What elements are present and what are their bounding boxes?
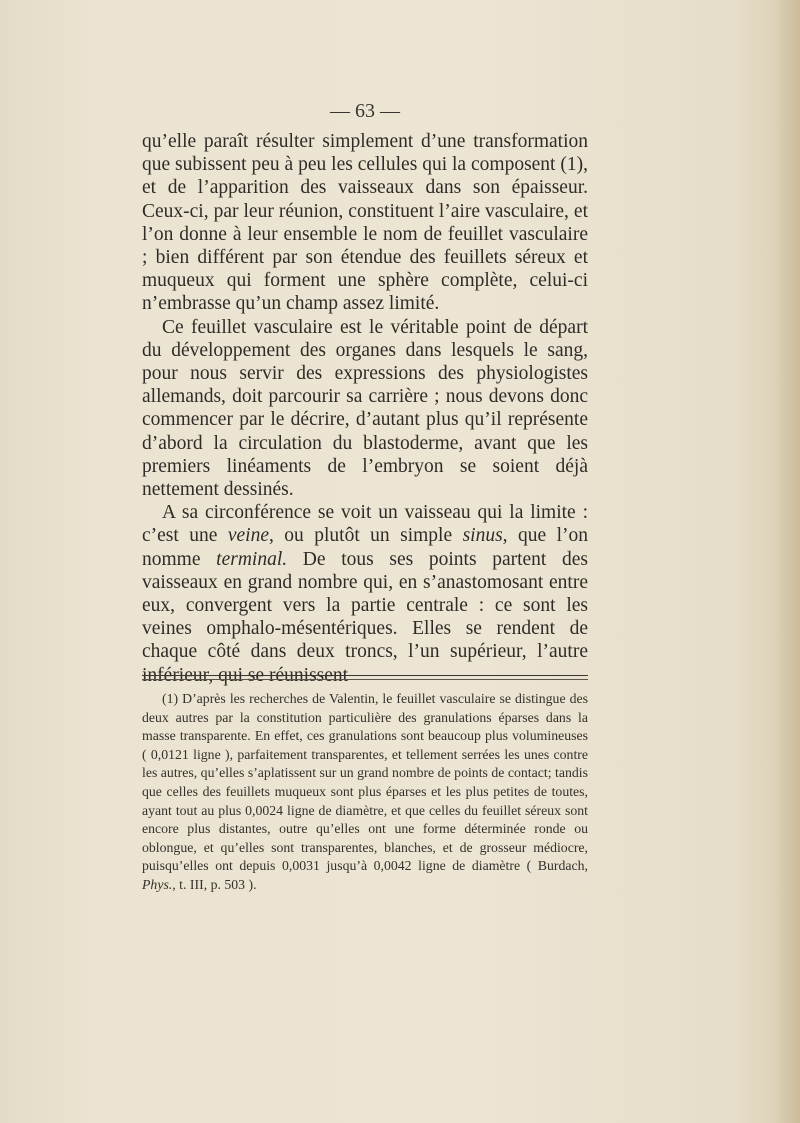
paragraph-2-text: Ce feuillet vasculaire est le véritable point de départ du développement des organes dans lesquels le sang, pour nous servir des expressions des physiologistes allemands, doit parcourir sa carrière ; nous devons donc commencer par le décrire, d’autant plus qu’il représente d’abord la circulation du blastoderme, avant que les premiers linéaments de l’embryon se soient déjà nettement dessinés. — [142, 316, 588, 501]
footnote-separator-rule — [142, 675, 588, 676]
footnote-separator-rule-thin — [142, 679, 588, 680]
footnote-text-end: , t. III, p. 503 ). — [172, 876, 257, 892]
paragraph-3-text: A sa circonférence se voit un vaisseau qui la limite : c’est une — [142, 502, 588, 547]
italic-term-sinus: sinus — [462, 525, 503, 547]
paragraph-3-text: De tous ses points partent des vaisseaux en grand nombre qui, en s’anastomosant entre eux, convergent vers la partie centrale : ce sont les veines omphalo-mésentériques. Elles se rendent de chaque côté dans deux troncs, l’un supérieur, l’autre inférieur, qui se réunissent — [142, 548, 588, 686]
body-text — [142, 130, 588, 687]
paragraph-1-text: qu’elle paraît résulter simplement d’une transformation que subissent peu à peu les cellules qui la composent (1), et de l’apparition des vaisseaux dans son épaisseur. Ceux-ci, par leur réunion, constituent l’aire vasculaire, et l’on donne à leur ensemble le nom de feuillet vasculaire ; bien différent par son étendue des feuillets séreux et muqueux qui forment une sphère complète, celui-ci n’embrasse qu’un champ assez limité. — [142, 131, 588, 315]
italic-term-terminal: terminal. — [216, 548, 288, 570]
page-edge-stain — [774, 0, 800, 1123]
page-number: — 63 — — [330, 100, 400, 122]
paragraph-1 — [142, 130, 588, 316]
paragraph-3 — [142, 501, 588, 687]
paragraph-2 — [142, 316, 588, 502]
italic-term-veine: veine — [227, 525, 269, 547]
footnote — [142, 690, 588, 895]
paragraph-3-text: , que l’on nomme — [142, 525, 588, 570]
footnote-text: (1) D’après les recherches de Valentin, le feuillet vasculaire se distingue des deux autres par la constitution particulière des granulations éparses dans la masse transparente. En effet, ces granulations sont beaucoup plus volumineuses ( 0,0121 ligne ), parfaitement transparentes, et tellement serrées les unes contre les autres, qu’elles s’aplatissent sur un grand nombre de points de contact; tandis que celles des feuillets muqueux sont plus éparses et les plus petites de toutes, ayant tout au plus 0,0024 ligne de diamètre, et que celles du feuillet séreux sont encore plus distantes, outre qu’elles ont une forme déterminée ronde ou oblongue, et qu’elles sont transparentes, blanches, et de grosseur médiocre, puisqu’elles ont depuis 0,0031 jusqu’à 0,0042 ligne de diamètre ( Burdach, — [142, 691, 588, 874]
footnote-paragraph — [142, 690, 588, 895]
footnote-citation-italic: Phys. — [142, 876, 173, 892]
paragraph-3-text: , ou plutôt un simple — [268, 525, 463, 547]
